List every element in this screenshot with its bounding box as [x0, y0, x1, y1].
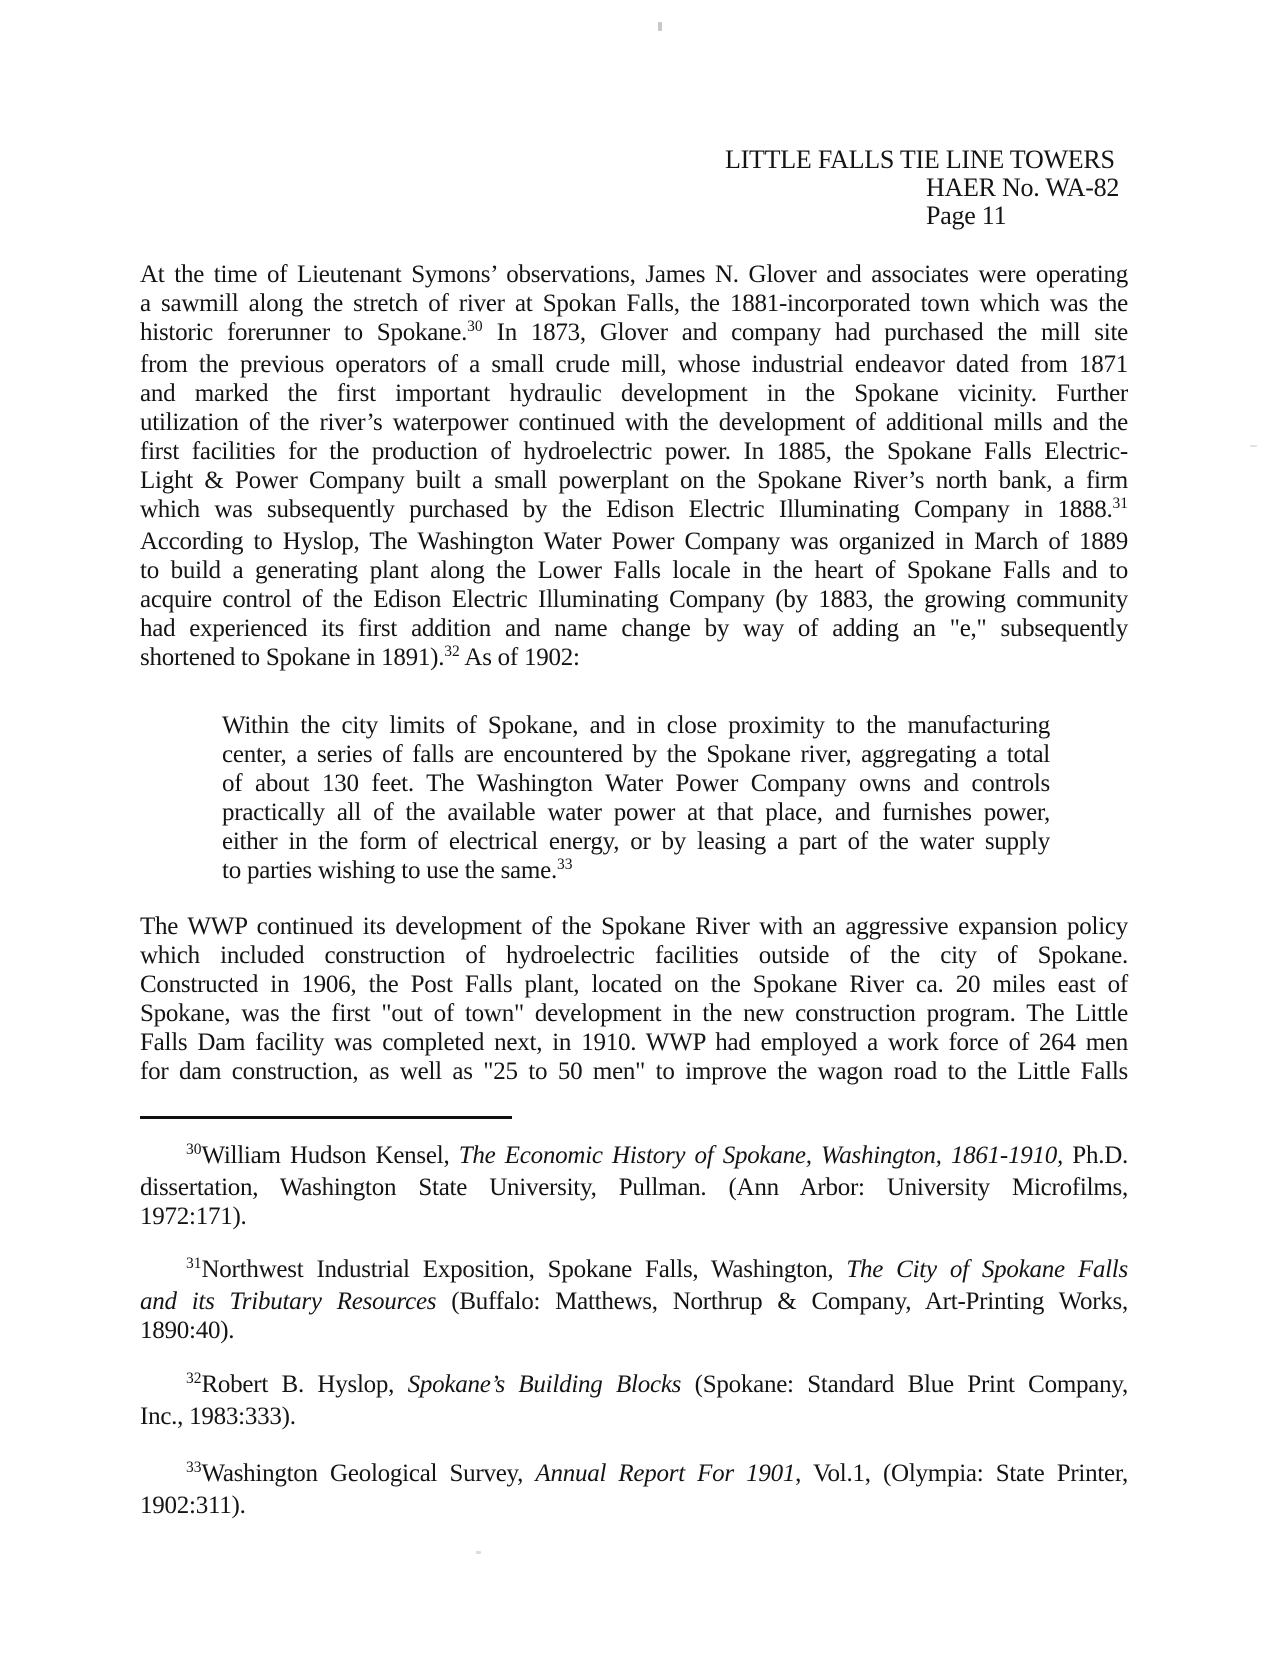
- superscript-marker: 32: [444, 643, 460, 660]
- text-line: [222, 711, 1050, 740]
- text-line: [140, 527, 1128, 556]
- text-line: [140, 941, 1128, 970]
- text-line: [140, 1491, 1128, 1520]
- text-segment: to build a generating plant along the Lower Falls locale in the heart of Spokane Falls and to: [140, 557, 1128, 584]
- text-line: [222, 827, 1050, 856]
- body-paragraph: [140, 912, 1128, 1086]
- footnote: [140, 1255, 1128, 1345]
- text-segment: Robert B. Hyslop,: [201, 1371, 408, 1398]
- scan-artifact: [658, 22, 662, 31]
- text-segment: historic forerunner to Spokane.: [140, 319, 468, 346]
- text-segment: , Vol.1, (Olympia: State Printer,: [795, 1460, 1128, 1487]
- text-line: [140, 379, 1128, 408]
- text-line: [140, 1255, 1128, 1287]
- text-segment: (Buffalo: Matthews, Northrup & Company, Art-Printing Works,: [451, 1288, 1128, 1315]
- text-segment: The Economic History of Spokane, Washington, 1861-1910,: [458, 1142, 1064, 1169]
- text-segment: which included construction of hydroelectric facilities outside of the city of Spokane.: [140, 942, 1128, 969]
- text-segment: from the previous operators of a small crude mill, whose industrial endeavor dated from 1871: [140, 351, 1128, 378]
- text-line: [140, 1173, 1128, 1202]
- text-line: [140, 1316, 1128, 1345]
- text-segment: for dam construction, as well as "25 to 50 men" to improve the wagon road to the Little Falls: [140, 1058, 1128, 1085]
- text-line: [140, 1141, 1128, 1173]
- text-line: [140, 585, 1128, 614]
- text-segment: According to Hyslop, The Washington Water Power Company was organized in March of 1889: [140, 528, 1128, 555]
- text-line: [222, 769, 1050, 798]
- text-line: [222, 856, 1050, 888]
- text-segment: At the time of Lieutenant Symons’ observations, James N. Glover and associates were operating: [140, 261, 1128, 288]
- text-segment: Inc., 1983:333).: [140, 1403, 296, 1430]
- superscript-marker: 30: [467, 318, 483, 335]
- text-line: [222, 798, 1050, 827]
- block-quote: [222, 711, 1050, 888]
- text-line: [140, 999, 1128, 1028]
- text-line: [222, 740, 1050, 769]
- text-segment: Constructed in 1906, the Post Falls plant, located on the Spokane River ca. 20 miles east of: [140, 971, 1128, 998]
- text-segment: Spokane, was the first "out of town" development in the new construction program. The Little: [140, 1000, 1128, 1027]
- scan-artifact: [476, 1551, 481, 1554]
- text-line: [140, 318, 1128, 350]
- superscript-marker: 30: [186, 1141, 202, 1158]
- superscript-marker: 33: [556, 856, 573, 873]
- text-segment: In 1873, Glover and company had purchased the mill site: [482, 319, 1128, 346]
- text-segment: center, a series of falls are encountered by the Spokane river, aggregating a total: [222, 741, 1050, 768]
- text-segment: 1890:40).: [140, 1317, 235, 1344]
- text-segment: and its Tributary Resources: [140, 1288, 452, 1315]
- footnote: [140, 1459, 1128, 1520]
- footnote-separator: [140, 1116, 512, 1119]
- text-line: [140, 1057, 1128, 1086]
- superscript-marker: 33: [186, 1459, 202, 1476]
- text-segment: to parties wishing to use the same.: [222, 857, 557, 884]
- text-line: [140, 466, 1128, 495]
- text-segment: Within the city limits of Spokane, and in close proximity to the manufacturing: [222, 712, 1050, 739]
- text-line: [140, 408, 1128, 437]
- text-line: [140, 495, 1128, 527]
- text-line: [140, 1459, 1128, 1491]
- page-number: Page 11: [926, 201, 1007, 230]
- text-line: [140, 437, 1128, 466]
- text-segment: dissertation, Washington State University, Pullman. (Ann Arbor: University Microfilms,: [140, 1174, 1128, 1201]
- haer-number: HAER No. WA-82: [926, 173, 1120, 202]
- text-segment: which was subsequently purchased by the Edison Electric Illuminating Company in 1888.: [140, 496, 1113, 523]
- text-segment: 1902:311).: [140, 1492, 246, 1519]
- text-segment: Washington Geological Survey,: [201, 1460, 536, 1487]
- text-line: [140, 643, 1128, 675]
- text-line: [140, 1202, 1128, 1231]
- text-segment: Spokane’s Building Blocks: [407, 1371, 682, 1398]
- text-segment: (Spokane: Standard Blue Print Company,: [681, 1371, 1128, 1398]
- text-line: [140, 350, 1128, 379]
- text-segment: Annual Report For 1901: [535, 1460, 796, 1487]
- footnote: [140, 1370, 1128, 1431]
- text-segment: Ph.D.: [1063, 1142, 1129, 1169]
- text-line: [140, 1370, 1128, 1402]
- text-line: [140, 970, 1128, 999]
- text-segment: Northwest Industrial Exposition, Spokane Falls, Washington,: [201, 1256, 847, 1283]
- page-header: [140, 146, 1128, 230]
- text-segment: As of 1902:: [459, 644, 580, 671]
- text-line: [140, 289, 1128, 318]
- text-segment: either in the form of electrical energy, or by leasing a part of the water supply: [222, 828, 1050, 855]
- text-line: [140, 260, 1128, 289]
- text-segment: Falls Dam facility was completed next, in 1910. WWP had employed a work force of 264 men: [140, 1029, 1128, 1056]
- text-segment: first facilities for the production of hydroelectric power. In 1885, the Spokane Falls Electric-: [140, 438, 1128, 465]
- text-segment: utilization of the river’s waterpower continued with the development of additional mills and the: [140, 409, 1128, 436]
- text-segment: practically all of the available water power at that place, and furnishes power,: [222, 799, 1050, 826]
- body-paragraph: [140, 260, 1128, 675]
- footnote: [140, 1141, 1128, 1231]
- text-segment: acquire control of the Edison Electric Illuminating Company (by 1883, the growing community: [140, 586, 1128, 613]
- text-line: [140, 1402, 1128, 1431]
- superscript-marker: 31: [186, 1255, 202, 1272]
- text-segment: a sawmill along the stretch of river at Spokan Falls, the 1881-incorporated town which was the: [140, 290, 1128, 317]
- text-line: [140, 1028, 1128, 1057]
- text-segment: of about 130 feet. The Washington Water Power Company owns and controls: [222, 770, 1050, 797]
- document-title: LITTLE FALLS TIE LINE TOWERS: [725, 145, 1115, 174]
- superscript-marker: 32: [186, 1370, 202, 1387]
- superscript-marker: 31: [1112, 495, 1128, 512]
- page-content: [0, 146, 1282, 1520]
- text-segment: The City of Spokane Falls: [846, 1256, 1128, 1283]
- text-segment: Light & Power Company built a small powerplant on the Spokane River’s north bank, a firm: [140, 467, 1128, 494]
- scan-artifact: [1250, 445, 1257, 447]
- text-line: [140, 614, 1128, 643]
- text-line: [140, 1287, 1128, 1316]
- text-segment: shortened to Spokane in 1891).: [140, 644, 445, 671]
- text-segment: had experienced its first addition and name change by way of adding an "e," subsequently: [140, 615, 1128, 642]
- text-segment: and marked the first important hydraulic development in the Spokane vicinity. Further: [140, 380, 1128, 407]
- text-segment: 1972:171).: [140, 1203, 247, 1230]
- text-line: [140, 912, 1128, 941]
- text-segment: William Hudson Kensel,: [201, 1142, 459, 1169]
- text-line: [140, 556, 1128, 585]
- text-segment: The WWP continued its development of the Spokane River with an aggressive expansion policy: [140, 913, 1128, 940]
